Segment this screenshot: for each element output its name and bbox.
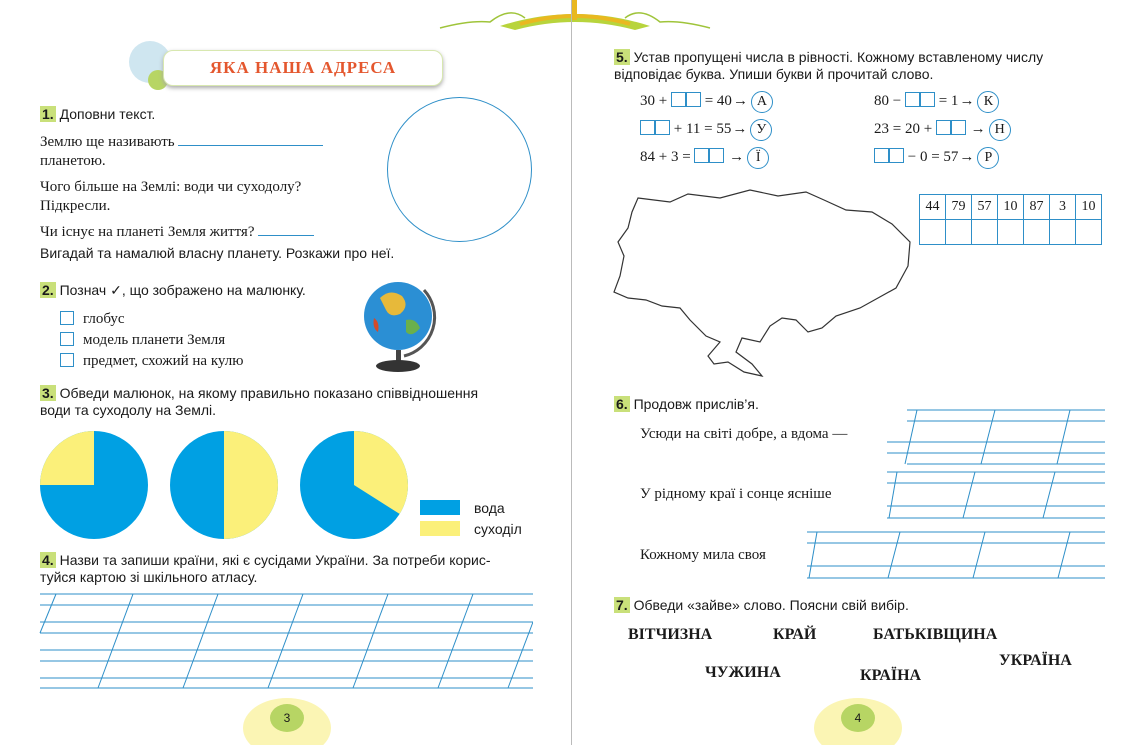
answer-cell[interactable] — [920, 220, 946, 245]
drawing-circle[interactable] — [387, 97, 532, 242]
answer-cell[interactable] — [946, 220, 972, 245]
answer-box[interactable] — [686, 92, 701, 107]
answer-box[interactable] — [920, 92, 935, 107]
checkbox[interactable] — [60, 332, 74, 346]
answer-cell[interactable] — [1024, 220, 1050, 245]
page-divider — [571, 0, 572, 745]
answer-table — [919, 194, 1102, 245]
task2-options: глобус модель планети Земля предмет, схожий на кулю — [60, 310, 243, 371]
answer-box[interactable] — [936, 120, 951, 135]
pie-land-slice[interactable] — [224, 431, 278, 539]
answer-box[interactable] — [889, 148, 904, 163]
writing-lines-proverb-1[interactable] — [885, 408, 1107, 466]
answer-box[interactable] — [694, 148, 709, 163]
task3-instruction: 3. Обведи малюнок, на якому правильно показано співвідношення води та суходолу на Землі. — [40, 385, 479, 418]
writing-lines-proverb-2[interactable] — [885, 470, 1107, 522]
answer-cell[interactable] — [1050, 220, 1076, 245]
equation: − 0 = 57→ Р — [874, 147, 999, 169]
table-cell: 87 — [1024, 195, 1050, 220]
proverb-1: Усюди на світі добре, а вдома — — [640, 426, 848, 442]
table-cell: 57 — [972, 195, 998, 220]
answer-box[interactable] — [951, 120, 966, 135]
word-option[interactable]: КРАЇНА — [860, 667, 922, 684]
top-ornament — [430, 0, 720, 35]
pie-legend: вода суходіл — [420, 500, 522, 538]
answer-cell[interactable] — [998, 220, 1024, 245]
task1-instruction: 1. Доповни текст. — [42, 106, 156, 122]
page-number: 4 — [841, 704, 875, 732]
answer-cell[interactable] — [1076, 220, 1102, 245]
proverb-3: Кожному мила своя — [640, 547, 766, 563]
answer-box[interactable] — [640, 120, 655, 135]
writing-lines-task4[interactable] — [38, 592, 533, 690]
table-cell: 3 — [1050, 195, 1076, 220]
task2-instruction: 2. Познач ✓, що зображено на малюнку. — [42, 282, 306, 298]
answer-box[interactable] — [709, 148, 724, 163]
answer-box[interactable] — [905, 92, 920, 107]
answer-line[interactable] — [178, 134, 323, 146]
table-cell: 79 — [946, 195, 972, 220]
equation: 23 = 20 + → Н — [874, 119, 1011, 141]
equation: + 11 = 55→ У — [640, 119, 772, 141]
word-option[interactable]: ЧУЖИНА — [705, 664, 781, 681]
answer-box[interactable] — [671, 92, 686, 107]
checkbox[interactable] — [60, 353, 74, 367]
writing-lines-proverb-3[interactable] — [805, 530, 1107, 582]
word-option[interactable]: УКРАЇНА — [999, 652, 1072, 669]
pie-charts — [38, 428, 418, 543]
word-option[interactable]: ВІТЧИЗНА — [628, 626, 713, 643]
word-option[interactable]: КРАЙ — [773, 626, 817, 643]
equation: 30 + = 40→ А — [640, 91, 773, 113]
task4-instruction: 4. Назви та запиши країни, які є сусідами України. За потреби корис- туйся картою зі шкільного атласу. — [40, 552, 491, 585]
task6-instruction: 6. Продовж прислів’я. — [616, 396, 759, 412]
table-cell: 10 — [1076, 195, 1102, 220]
task1-draw-instruction: Вигадай та намалюй власну планету. Розкажи про неї. — [40, 245, 395, 261]
task5-instruction: 5. Устав пропущені числа в рівності. Кожному вставленому числу відповідає буква. Упиши букви й прочитай слово. — [614, 49, 1044, 82]
answer-box[interactable] — [655, 120, 670, 135]
equation: 80 − = 1→ К — [874, 91, 999, 113]
page-number: 3 — [270, 704, 304, 732]
answer-box[interactable] — [874, 148, 889, 163]
legend-water-swatch — [420, 500, 460, 515]
task7-instruction: 7. Обведи «зайве» слово. Поясни свій вибір. — [616, 597, 909, 613]
equation: 84 + 3 = → Ї — [640, 147, 769, 169]
checkbox[interactable] — [60, 311, 74, 325]
page-title: ЯКА НАША АДРЕСА — [163, 50, 443, 86]
task1-text: Землю ще називають планетою. Чого більше на Землі: води чи суходолу? Підкресли. Чи існує на планеті Земля життя? — [40, 133, 370, 242]
pie-land-slice[interactable] — [40, 431, 94, 485]
ukraine-map-outline — [610, 180, 915, 385]
legend-land-swatch — [420, 521, 460, 536]
globe-image — [360, 278, 440, 378]
table-cell: 44 — [920, 195, 946, 220]
proverb-2: У рідному краї і сонце ясніше — [640, 486, 832, 502]
answer-line[interactable] — [258, 224, 314, 236]
word-option[interactable]: БАТЬКІВЩИНА — [873, 626, 998, 643]
answer-cell[interactable] — [972, 220, 998, 245]
table-cell: 10 — [998, 195, 1024, 220]
